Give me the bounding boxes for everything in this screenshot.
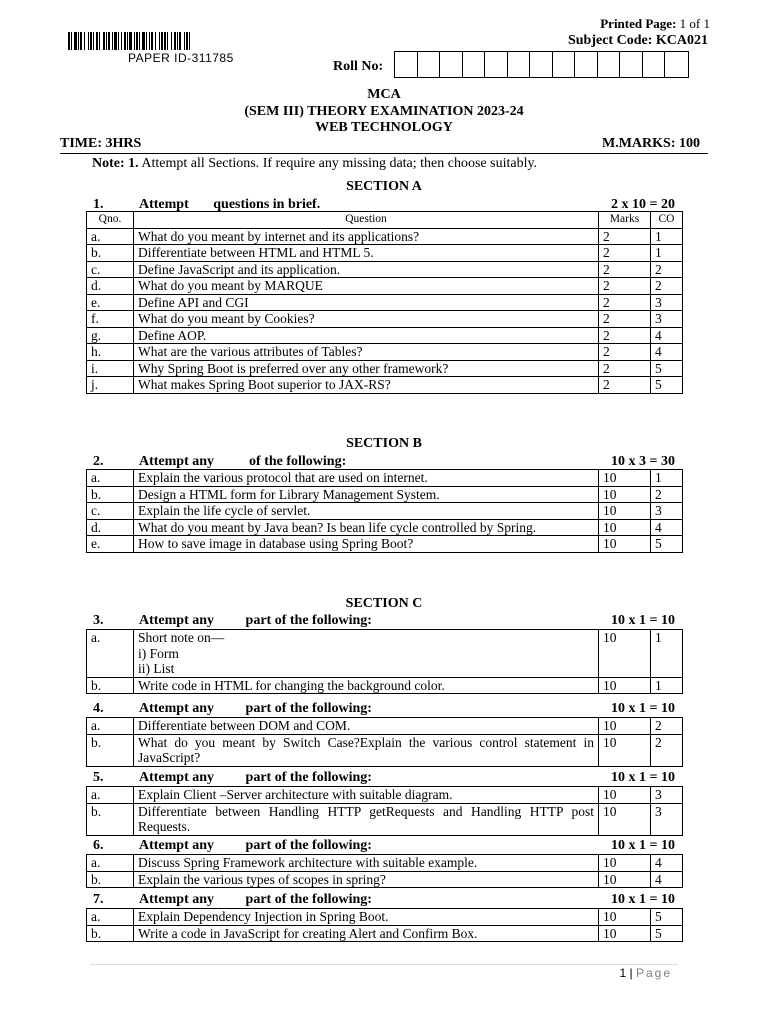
question-id: i. <box>87 360 134 377</box>
question-id: b. <box>87 245 134 262</box>
question-marks: 2 <box>599 278 651 295</box>
question-text: Explain Client –Server architecture with suitable diagram. <box>134 787 599 804</box>
question-marks: 2 <box>599 360 651 377</box>
section-c-title: SECTION C <box>345 596 423 611</box>
question-marks: 10 <box>599 677 651 694</box>
question-marks: 2 <box>599 294 651 311</box>
barcode <box>68 32 294 50</box>
course-outcome: 5 <box>651 925 683 942</box>
question-id: j. <box>87 377 134 394</box>
table-row <box>87 486 683 503</box>
question-marks: 10 x 1 = 10 <box>611 770 675 785</box>
question-marks: 10 <box>599 519 651 536</box>
question-id: b. <box>87 677 134 694</box>
question-id: d. <box>87 519 134 536</box>
course-outcome: 2 <box>651 734 683 766</box>
question-instruction: Attempt any part of the following: <box>139 770 372 785</box>
question-header <box>87 770 683 786</box>
question-table <box>86 786 683 836</box>
question-id: a. <box>87 909 134 926</box>
question-header <box>87 701 683 717</box>
table-row <box>87 630 683 678</box>
question-2-header <box>87 454 683 470</box>
table-row <box>87 677 683 694</box>
question-id: e. <box>87 294 134 311</box>
roll-box <box>620 52 643 77</box>
program-title: MCA <box>367 87 401 102</box>
course-outcome: 1 <box>651 228 683 245</box>
subject-code <box>568 33 708 49</box>
course-outcome: 4 <box>651 855 683 872</box>
question-number: 5. <box>93 770 104 785</box>
column-header: Marks <box>599 212 651 229</box>
footer-divider <box>90 964 678 965</box>
question-marks: 10 <box>599 630 651 678</box>
question-text: Discuss Spring Framework architecture with suitable example. <box>134 855 599 872</box>
question-number: 2. <box>93 454 104 469</box>
question-marks: 2 <box>599 344 651 361</box>
question-text: Explain Dependency Injection in Spring Boot. <box>134 909 599 926</box>
course-outcome: 4 <box>651 871 683 888</box>
page-separator: | <box>629 966 633 980</box>
question-text: Differentiate between Handling HTTP getRequests and Handling HTTP post Requests. <box>134 803 599 835</box>
question-id: b. <box>87 734 134 766</box>
roll-box <box>418 52 441 77</box>
section-b-title: SECTION B <box>346 436 422 451</box>
question-text: What are the various attributes of Tables? <box>134 344 599 361</box>
roll-box <box>598 52 621 77</box>
question-instruction: Attempt any part of the following: <box>139 892 372 907</box>
table-row <box>87 377 683 394</box>
question-instruction: Attempt any part of the following: <box>139 838 372 853</box>
question-id: h. <box>87 344 134 361</box>
question-text: What do you meant by internet and its applications? <box>134 228 599 245</box>
question-marks: 10 <box>599 734 651 766</box>
question-text: What makes Spring Boot superior to JAX-RS? <box>134 377 599 394</box>
table-row <box>87 278 683 295</box>
question-id: b. <box>87 803 134 835</box>
question-marks: 2 <box>599 245 651 262</box>
question-marks: 10 <box>599 787 651 804</box>
question-text: What do you meant by Java bean? Is bean life cycle controlled by Spring. <box>134 519 599 536</box>
course-outcome: 1 <box>651 470 683 487</box>
question-id: a. <box>87 718 134 735</box>
table-row <box>87 344 683 361</box>
page-label: Page <box>635 966 672 980</box>
course-outcome: 3 <box>651 803 683 835</box>
table-row <box>87 855 683 872</box>
question-id: d. <box>87 278 134 295</box>
table-header-row <box>87 212 683 229</box>
printed-page <box>600 16 710 32</box>
question-marks: 2 x 10 = 20 <box>611 197 675 212</box>
roll-box <box>553 52 576 77</box>
question-id: g. <box>87 327 134 344</box>
table-row <box>87 734 683 766</box>
question-marks: 10 x 3 = 30 <box>611 454 675 469</box>
question-marks: 10 x 1 = 10 <box>611 892 675 907</box>
question-marks: 10 x 1 = 10 <box>611 613 675 628</box>
course-outcome: 3 <box>651 787 683 804</box>
question-id: e. <box>87 536 134 553</box>
question-text: Write a code in JavaScript for creating Alert and Confirm Box. <box>134 925 599 942</box>
roll-box <box>508 52 531 77</box>
roll-box <box>440 52 463 77</box>
table-row <box>87 470 683 487</box>
course-outcome: 4 <box>651 519 683 536</box>
table-row <box>87 519 683 536</box>
roll-box <box>463 52 486 77</box>
question-text: What do you meant by MARQUE <box>134 278 599 295</box>
course-outcome: 5 <box>651 909 683 926</box>
question-text: How to save image in database using Spring Boot? <box>134 536 599 553</box>
question-marks: 2 <box>599 377 651 394</box>
subject-code-label: Subject Code: <box>567 33 653 48</box>
question-number: 3. <box>93 613 104 628</box>
roll-box <box>395 52 418 77</box>
question-text: Explain the various types of scopes in spring? <box>134 871 599 888</box>
roll-no-boxes <box>394 51 689 78</box>
max-marks: M.MARKS: 100 <box>602 136 700 151</box>
page-footer <box>619 966 672 980</box>
table-row <box>87 787 683 804</box>
question-table <box>86 717 683 767</box>
note-text: Attempt all Sections. If require any missing data; then choose suitably. <box>141 156 538 171</box>
roll-box <box>665 52 688 77</box>
printed-page-value: 1 of 1 <box>679 16 710 31</box>
course-outcome: 2 <box>651 486 683 503</box>
table-row <box>87 718 683 735</box>
course-outcome: 1 <box>651 677 683 694</box>
column-header: Qno. <box>87 212 134 229</box>
question-id: a. <box>87 470 134 487</box>
question-id: f. <box>87 311 134 328</box>
question-instruction: Attempt any part of the following: <box>139 701 372 716</box>
table-row <box>87 803 683 835</box>
question-text: Define API and CGI <box>134 294 599 311</box>
subject-code-value: KCA021 <box>655 33 708 48</box>
roll-box <box>575 52 598 77</box>
question-marks: 10 <box>599 909 651 926</box>
course-outcome: 3 <box>651 503 683 520</box>
table-row <box>87 871 683 888</box>
question-marks: 10 <box>599 855 651 872</box>
exam-time: TIME: 3HRS <box>60 136 142 151</box>
question-marks: 10 <box>599 503 651 520</box>
course-outcome: 1 <box>651 630 683 678</box>
question-table <box>86 629 683 694</box>
question-table <box>86 908 683 942</box>
question-text: Define JavaScript and its application. <box>134 261 599 278</box>
question-marks: 10 x 1 = 10 <box>611 838 675 853</box>
question-instruction: Attempt questions in brief. <box>139 197 321 212</box>
course-outcome: 2 <box>651 278 683 295</box>
paper-id: PAPER ID-311785 <box>128 51 234 65</box>
subject-title: WEB TECHNOLOGY <box>315 120 453 135</box>
question-text: Design a HTML form for Library Management System. <box>134 486 599 503</box>
table-row <box>87 245 683 262</box>
note <box>92 156 537 172</box>
table-row <box>87 909 683 926</box>
table-row <box>87 360 683 377</box>
question-text: Explain the life cycle of servlet. <box>134 503 599 520</box>
printed-page-label: Printed Page: <box>600 16 677 31</box>
question-instruction: Attempt any of the following: <box>139 454 347 469</box>
header-divider <box>60 153 708 154</box>
question-text: What do you meant by Cookies? <box>134 311 599 328</box>
question-marks: 10 <box>599 925 651 942</box>
note-label: Note: 1. <box>92 156 139 171</box>
question-header <box>87 838 683 854</box>
table-row <box>87 311 683 328</box>
course-outcome: 2 <box>651 261 683 278</box>
question-marks: 10 <box>599 718 651 735</box>
page-number: 1 <box>619 966 627 980</box>
question-text: Short note on— i) Form ii) List <box>134 630 599 678</box>
question-marks: 10 <box>599 871 651 888</box>
question-header <box>87 613 683 629</box>
question-id: a. <box>87 787 134 804</box>
question-marks: 2 <box>599 327 651 344</box>
question-text: Explain the various protocol that are used on internet. <box>134 470 599 487</box>
roll-no-label: Roll No: <box>333 59 384 74</box>
question-header <box>87 892 683 908</box>
table-row <box>87 503 683 520</box>
course-outcome: 4 <box>651 327 683 344</box>
course-outcome: 2 <box>651 718 683 735</box>
question-number: 7. <box>93 892 104 907</box>
roll-box <box>530 52 553 77</box>
question-marks: 2 <box>599 311 651 328</box>
question-table <box>86 854 683 888</box>
roll-box <box>643 52 666 77</box>
question-text: Write code in HTML for changing the background color. <box>134 677 599 694</box>
question-text: Define AOP. <box>134 327 599 344</box>
question-id: c. <box>87 261 134 278</box>
question-id: a. <box>87 228 134 245</box>
table-row <box>87 228 683 245</box>
question-marks: 10 <box>599 803 651 835</box>
question-id: a. <box>87 630 134 678</box>
question-marks: 10 <box>599 470 651 487</box>
question-id: c. <box>87 503 134 520</box>
course-outcome: 3 <box>651 294 683 311</box>
question-text: Differentiate between HTML and HTML 5. <box>134 245 599 262</box>
section-a-title: SECTION A <box>346 179 422 194</box>
table-row <box>87 294 683 311</box>
question-marks: 2 <box>599 228 651 245</box>
exam-title: (SEM III) THEORY EXAMINATION 2023-24 <box>244 104 524 119</box>
question-number: 4. <box>93 701 104 716</box>
question-id: a. <box>87 855 134 872</box>
table-row <box>87 327 683 344</box>
question-marks: 10 x 1 = 10 <box>611 701 675 716</box>
question-id: b. <box>87 925 134 942</box>
column-header: Question <box>134 212 599 229</box>
question-text: Differentiate between DOM and COM. <box>134 718 599 735</box>
question-text: Why Spring Boot is preferred over any other framework? <box>134 360 599 377</box>
section-b-table <box>86 469 683 553</box>
course-outcome: 3 <box>651 311 683 328</box>
question-instruction: Attempt any part of the following: <box>139 613 372 628</box>
table-row <box>87 261 683 278</box>
question-marks: 10 <box>599 536 651 553</box>
question-marks: 10 <box>599 486 651 503</box>
column-header: CO <box>651 212 683 229</box>
question-id: b. <box>87 486 134 503</box>
question-text: What do you meant by Switch Case?Explain the various control statement in JavaScript? <box>134 734 599 766</box>
question-id: b. <box>87 871 134 888</box>
course-outcome: 5 <box>651 536 683 553</box>
section-a-table <box>86 211 683 394</box>
course-outcome: 1 <box>651 245 683 262</box>
course-outcome: 5 <box>651 360 683 377</box>
question-number: 1. <box>93 197 104 212</box>
course-outcome: 5 <box>651 377 683 394</box>
table-row <box>87 536 683 553</box>
course-outcome: 4 <box>651 344 683 361</box>
roll-box <box>485 52 508 77</box>
table-row <box>87 925 683 942</box>
question-marks: 2 <box>599 261 651 278</box>
question-number: 6. <box>93 838 104 853</box>
